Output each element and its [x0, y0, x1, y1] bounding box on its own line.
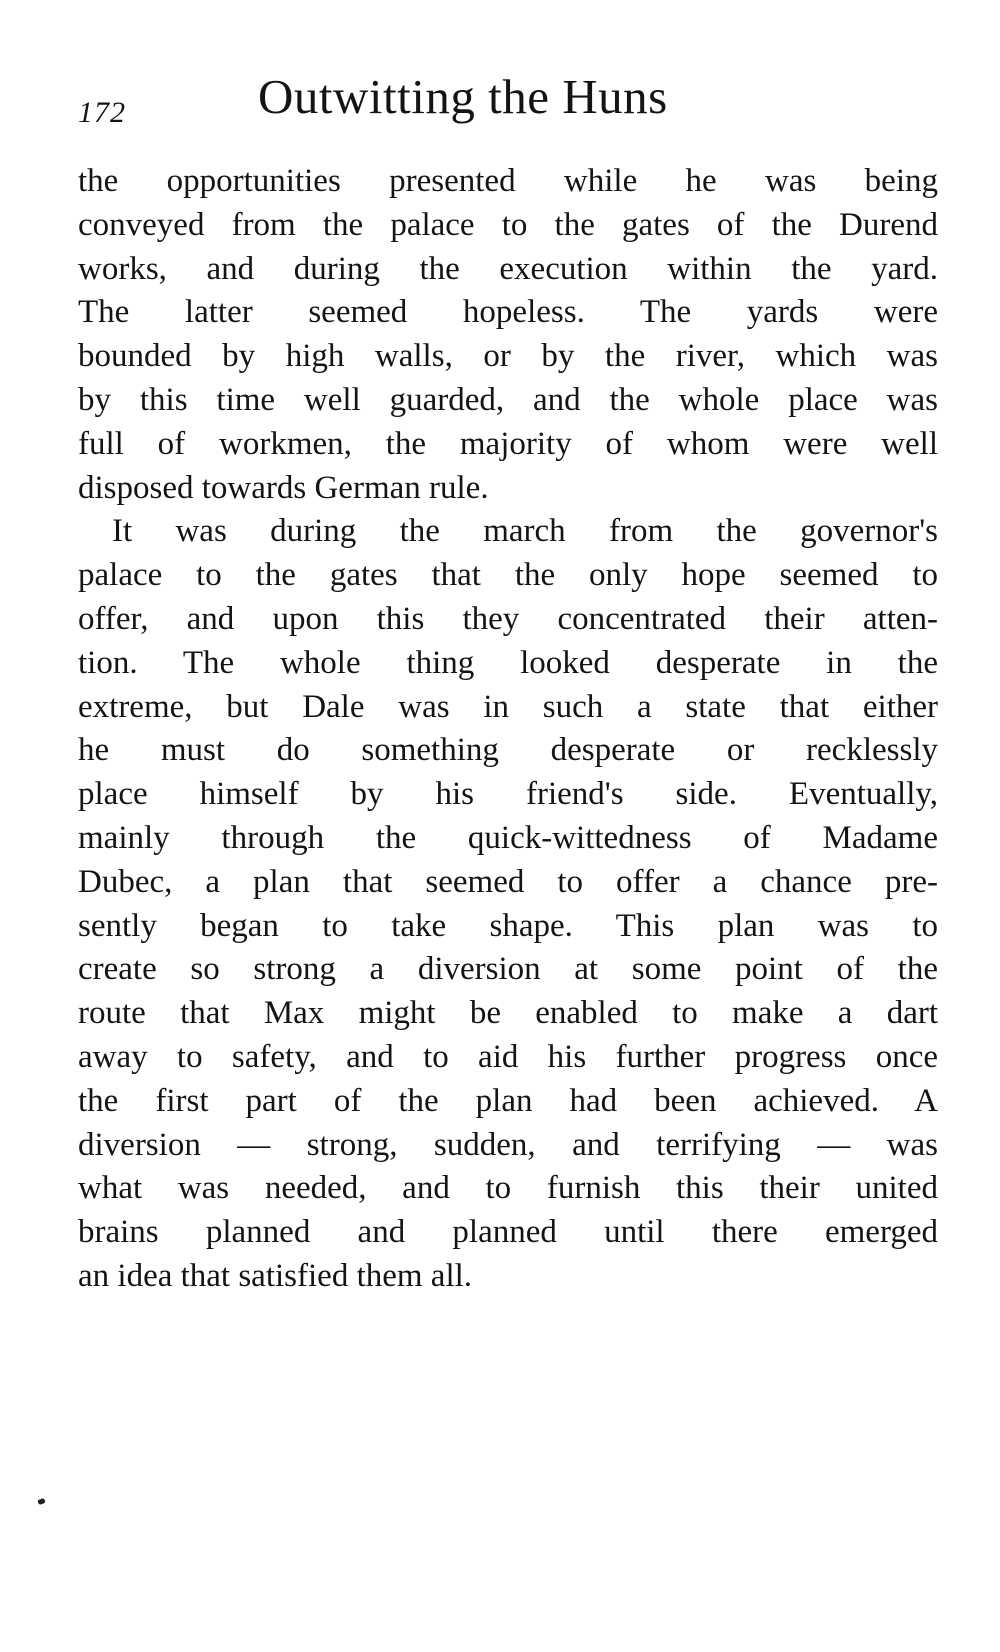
paragraph-start-line: It was during the march from the governor's: [112, 513, 938, 550]
text-line: bounded by high walls, or by the river, which was: [78, 338, 938, 375]
text-line: the first part of the plan had been achieved. A: [78, 1082, 938, 1119]
page-number: 172: [78, 96, 126, 129]
text-line: The latter seemed hopeless. The yards were: [78, 294, 938, 331]
text-line: Dubec, a plan that seemed to offer a chance pre-: [78, 863, 938, 900]
text-line: palace to the gates that the only hope seemed to: [78, 557, 938, 594]
paragraph-end-line: an idea that satisfied them all.: [78, 1257, 473, 1294]
text-line: mainly through the quick-wittedness of Madame: [78, 819, 938, 856]
body-text: [78, 160, 938, 1299]
text-line: brains planned and planned until there emerged: [78, 1214, 938, 1251]
text-line: offer, and upon this they concentrated their atten-: [78, 600, 938, 637]
text-line: the opportunities presented while he was being: [78, 163, 938, 199]
text-line: conveyed from the palace to the gates of the Durend: [78, 206, 938, 243]
running-head: [78, 68, 940, 138]
text-line: full of workmen, the majority of whom were well: [78, 425, 938, 462]
paragraph-end-line: disposed towards German rule.: [78, 469, 489, 506]
running-title: Outwitting the Huns: [258, 69, 668, 124]
text-line: away to safety, and to aid his further progress once: [78, 1038, 938, 1075]
text-line: route that Max might be enabled to make a dart: [78, 995, 938, 1032]
text-line: what was needed, and to furnish this their united: [78, 1170, 938, 1207]
text-line: tion. The whole thing looked desperate in the: [78, 644, 938, 681]
text-line: sently began to take shape. This plan was to: [78, 907, 938, 944]
text-line: works, and during the execution within the yard.: [78, 250, 938, 287]
text-line: by this time well guarded, and the whole place was: [78, 381, 938, 418]
text-line: he must do something desperate or recklessly: [78, 732, 938, 769]
ink-speck: [37, 1498, 45, 1505]
text-line: diversion — strong, sudden, and terrifying — was: [78, 1126, 938, 1163]
text-line: extreme, but Dale was in such a state that either: [78, 688, 938, 725]
text-line: create so strong a diversion at some point of the: [78, 951, 938, 988]
text-line: place himself by his friend's side. Eventually,: [78, 776, 938, 813]
